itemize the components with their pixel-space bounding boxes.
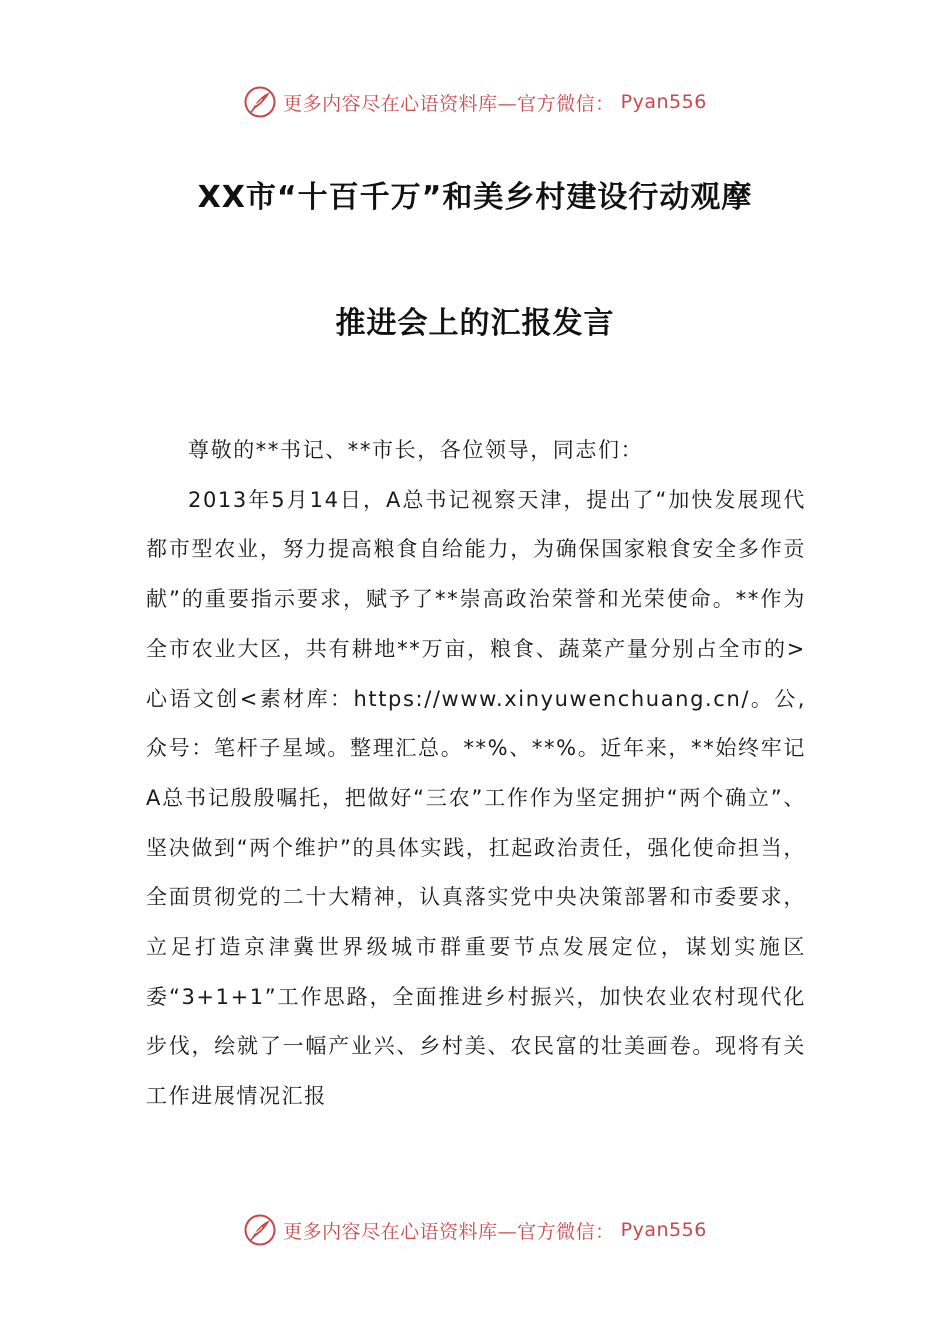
quill-pen-icon [243, 1213, 277, 1247]
document-title-line1: XX市“十百千万”和美乡村建设行动观摩 [197, 180, 753, 215]
watermark-header [0, 82, 950, 122]
watermark-text: 更多内容尽在心语资料库—官方微信： [283, 92, 615, 115]
watermark-footer [0, 1210, 950, 1250]
watermark-text: 更多内容尽在心语资料库—官方微信： [283, 1220, 615, 1243]
quill-pen-icon [243, 85, 277, 119]
document-body [146, 426, 806, 1122]
watermark-wechat-id: Pyan556 [620, 1219, 707, 1241]
watermark-wechat-id: Pyan556 [620, 91, 707, 113]
paragraph-1: 2013年5月14日，A总书记视察天津，提出了“加快发展现代都市型农业，努力提高粮食自给能力，为确保国家粮食安全多作贡献”的重要指示要求，赋予了**崇高政治荣誉和光荣使命。**作为全市农业大区，共有耕地**万亩，粮食、蔬菜产量分别占全市的>心语文创<素材库：https://www.xinyuwenchuang.cn/。公,众号：笔杆子星域。整理汇总。**%、**%。近年来，**始终牢记A总书记殷殷嘱托，把做好“三农”工作作为坚定拥护“两个确立”、坚决做到“两个维护”的具体实践，扛起政治责任，强化使命担当，全面贯彻党的二十大精神，认真落实党中央决策部署和市委要求，立足打造京津冀世界级城市群重要节点发展定位，谋划实施区委“3+1+1”工作思路，全面推进乡村振兴，加快农业农村现代化步伐，绘就了一幅产业兴、乡村美、农民富的壮美画卷。现将有关工作进展情况汇报 [146, 487, 806, 1109]
salutation: 尊敬的**书记、**市长，各位领导，同志们： [188, 438, 644, 462]
document-title-line2: 推进会上的汇报发言 [335, 306, 615, 341]
